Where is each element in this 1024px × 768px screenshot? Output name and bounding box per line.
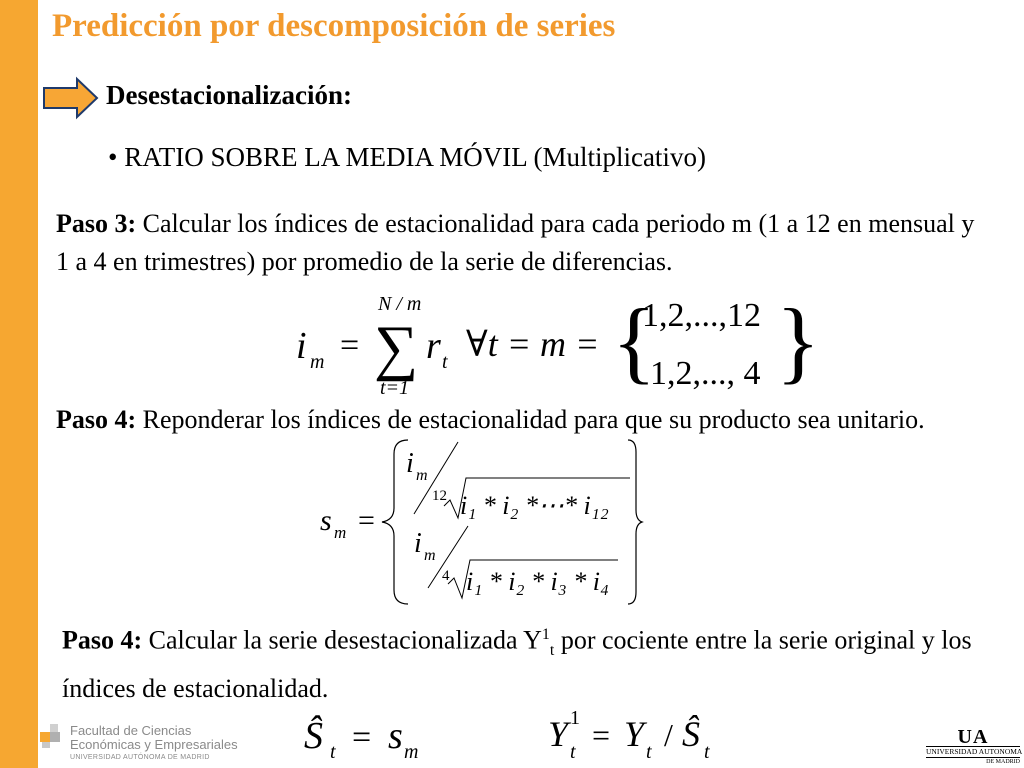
equation-seasonal-index — [290, 288, 821, 400]
eq2-num2-sub: m — [424, 547, 436, 564]
eq2-equals: = — [358, 504, 375, 537]
eq2-lhs: s — [320, 504, 332, 537]
paso-3-paragraph — [56, 205, 986, 281]
paso-3-label: Paso 3: — [56, 209, 137, 238]
eq2-right-brace — [628, 440, 642, 604]
paso-4-sub: t — [549, 641, 555, 659]
eq4-equals: = — [592, 717, 611, 753]
eq3-rhs-sub: m — [404, 741, 419, 763]
eq1-case-2: 1,2,..., 4 — [650, 355, 761, 392]
paso-4-deseasonalize-paragraph — [62, 616, 992, 708]
sum-sign-icon: ∑ — [374, 314, 419, 382]
ua-mark: UA — [957, 726, 989, 748]
eq4-lhs: Y — [548, 714, 569, 754]
equation-deseasonalized-series — [544, 704, 724, 766]
ua-line-1: UNIVERSIDAD AUTONOMA — [926, 747, 1023, 756]
eq1-lhs: i — [296, 325, 307, 367]
left-accent-bar — [0, 0, 38, 768]
eq1-term-sub: t — [442, 351, 448, 373]
paso-4-reweight-text: Reponderar los índices de estacionalidad para que su producto sea unitario. — [136, 405, 925, 434]
paso-4-sup: 1 — [541, 626, 550, 643]
eq2-lhs-sub: m — [334, 523, 347, 542]
faculty-name — [70, 724, 238, 761]
section-subtitle: Desestacionalización: — [106, 80, 352, 110]
paso-3-text: Calcular los índices de estacionalidad para cada periodo m (1 a 12 en mensual y 1 a 4 en trimestres) por promedio de la serie de diferencias. — [56, 209, 975, 276]
eq1-term: r — [426, 325, 441, 367]
equation-seasonal-estimate — [300, 706, 440, 766]
left-brace-icon: { — [612, 290, 657, 392]
paso-4-text-before: Calcular la serie desestacionalizada Y — [142, 625, 542, 655]
university-name: UNIVERSIDAD AUTÓNOMA DE MADRID — [70, 754, 210, 761]
right-brace-icon: } — [776, 290, 821, 392]
eq2-root1-body: i₁ * i₂ *⋯* i₁₂ — [460, 491, 609, 520]
eq4-slash: / — [664, 717, 673, 753]
faculty-logo-icon — [40, 724, 66, 750]
eq2-num1-sub: m — [416, 467, 428, 484]
method-bullet: • RATIO SOBRE LA MEDIA MÓVIL (Multiplicativo) — [108, 142, 706, 172]
ua-line-2: DE MADRID — [986, 759, 1020, 765]
eq4-den: Ŝ — [682, 714, 700, 754]
ua-logo — [926, 726, 1023, 766]
eq3-rhs: s — [388, 715, 403, 757]
equation-reweighted-index — [318, 438, 648, 608]
eq2-num2: i — [414, 528, 422, 559]
eq4-lhs-sub: t — [570, 741, 576, 763]
eq4-rhs-sub: t — [646, 741, 652, 763]
eq3-equals: = — [352, 719, 372, 756]
paso-4-reweight-paragraph — [56, 401, 926, 439]
paso-4-deseasonalize-label: Paso 4: — [62, 625, 143, 655]
eq2-num1: i — [406, 448, 414, 479]
eq1-sum-lower: t=1 — [380, 377, 410, 399]
eq4-den-sub: t — [704, 741, 710, 763]
eq4-rhs: Y — [624, 714, 645, 754]
eq3-lhs-sub: t — [330, 741, 336, 763]
faculty-line-1: Facultad de Ciencias — [70, 723, 192, 738]
eq1-case-1: 1,2,...,12 — [642, 297, 761, 334]
eq1-lhs-sub: m — [310, 351, 325, 373]
eq1-equals: = — [340, 327, 360, 364]
eq2-root1-index: 12 — [432, 488, 447, 504]
eq1-forall: ∀t = m = — [466, 324, 600, 364]
eq2-root2-index: 4 — [442, 568, 450, 584]
arrow-right-icon — [43, 78, 99, 118]
eq4-lhs-sup: 1 — [570, 707, 580, 729]
faculty-line-2: Económicas y Empresariales — [70, 737, 238, 752]
eq2-root2-body: i₁ * i₂ * i₃ * i₄ — [466, 567, 610, 596]
paso-4-text-after: por cociente entre la serie original y los índices de estacionalidad. — [62, 625, 972, 703]
slide-title: Predicción por descomposición de series — [52, 8, 616, 44]
eq2-left-brace — [382, 440, 408, 604]
eq3-lhs: Ŝ — [304, 715, 323, 757]
paso-4-reweight-label: Paso 4: — [56, 405, 137, 434]
eq1-sum-upper: N / m — [378, 293, 422, 315]
